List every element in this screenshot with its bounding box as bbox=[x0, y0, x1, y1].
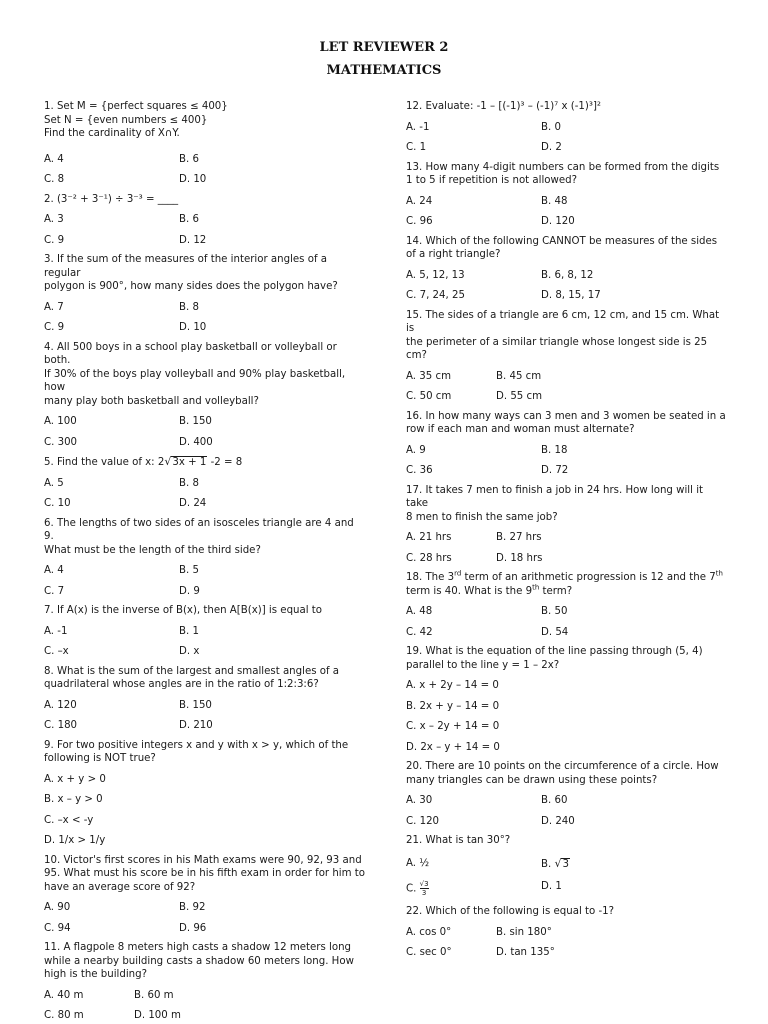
option-d[interactable]: D. 2x – y + 14 = 0 bbox=[406, 741, 500, 753]
option-b[interactable]: B. 8 bbox=[179, 477, 199, 489]
option-c[interactable]: C. 8 bbox=[44, 174, 65, 185]
option-c[interactable]: C. $\frac{√3}{3}$ bbox=[406, 880, 429, 897]
left-column bbox=[44, 100, 366, 1023]
option-a[interactable]: A. cos 0° bbox=[406, 926, 452, 938]
option-b[interactable]: B. √3 bbox=[541, 856, 569, 870]
option-a[interactable]: A. 5 bbox=[44, 477, 64, 489]
question-text: 10. Victor's first scores in his Math exams were 90, 92, 93 and 95. What must his score be in his fifth exam in order for him to have an average score of 92? bbox=[44, 854, 366, 893]
question-text: 2. (3⁻² + 3⁻¹) ÷ 3⁻³ = ____ bbox=[44, 193, 179, 205]
option-a[interactable]: A. 5, 12, 13 bbox=[406, 269, 465, 281]
option-c[interactable]: C. 7, 24, 25 bbox=[406, 290, 465, 301]
option-a[interactable]: A. -1 bbox=[44, 625, 68, 637]
question-text: 8. What is the sum of the largest and smallest angles of a quadrilateral whose angles are in the ratio of 1:2:3:6? bbox=[44, 665, 340, 690]
option-d[interactable]: D. 10 bbox=[179, 322, 207, 333]
question-2 bbox=[44, 193, 366, 248]
option-a[interactable]: A. 90 bbox=[44, 902, 71, 913]
question-text: 16. In how many ways can 3 men and 3 women be seated in a row if each man and woman must alternate? bbox=[406, 410, 726, 435]
question-18 bbox=[406, 571, 728, 639]
option-b[interactable]: B. 60 m bbox=[134, 989, 174, 1001]
fraction: $\frac{√3}{3}$ bbox=[419, 880, 429, 897]
option-b[interactable]: B. 18 bbox=[541, 444, 568, 456]
option-d[interactable]: D. 9 bbox=[179, 585, 200, 597]
option-a[interactable]: A. 21 hrs bbox=[406, 532, 452, 543]
option-b[interactable]: B. 6 bbox=[179, 214, 199, 225]
option-b[interactable]: B. 27 hrs bbox=[496, 532, 542, 543]
option-b[interactable]: B. 2x + y – 14 = 0 bbox=[406, 700, 500, 712]
option-a[interactable]: A. 4 bbox=[44, 153, 64, 165]
option-d[interactable]: D. x bbox=[179, 646, 200, 657]
question-text: 3. If the sum of the measures of the interior angles of a regular polygon is 900°, how many sides does the polygon have? bbox=[44, 254, 338, 292]
question-22 bbox=[406, 905, 728, 960]
question-16 bbox=[406, 410, 728, 478]
option-b[interactable]: B. 8 bbox=[179, 301, 199, 313]
option-b[interactable]: B. 45 cm bbox=[496, 370, 542, 382]
question-text: 15. The sides of a triangle are 6 cm, 12 cm, and 15 cm. What is the perimeter of a similar triangle whose longest side is 25 cm? bbox=[406, 309, 720, 361]
option-a[interactable]: A. 7 bbox=[44, 301, 64, 313]
question-20 bbox=[406, 760, 728, 828]
option-a[interactable]: A. 35 cm bbox=[406, 370, 451, 382]
option-d[interactable]: D. 72 bbox=[541, 465, 569, 476]
option-d[interactable]: D. 210 bbox=[179, 720, 213, 731]
question-text: 18. The 3rd term of an arithmetic progression is 12 and the 7th term is 40. What is the 9th term? bbox=[406, 569, 723, 597]
option-d[interactable]: D. 400 bbox=[179, 436, 213, 448]
question-text: 12. Evaluate: -1 – [(-1)³ – (-1)⁷ x (-1)³]² bbox=[406, 101, 602, 112]
option-d[interactable]: D. 8, 15, 17 bbox=[541, 290, 601, 301]
option-a[interactable]: A. 4 bbox=[44, 565, 64, 576]
option-b[interactable]: B. 1 bbox=[179, 625, 199, 637]
option-b[interactable]: B. 6 bbox=[179, 153, 199, 165]
question-10 bbox=[44, 854, 366, 936]
option-c[interactable]: C. 7 bbox=[44, 585, 65, 597]
question-15 bbox=[406, 309, 728, 404]
option-b[interactable]: B. 50 bbox=[541, 606, 568, 617]
option-c[interactable]: C. 94 bbox=[44, 922, 71, 934]
square-root: √3 bbox=[554, 856, 569, 870]
option-d[interactable]: D. 24 bbox=[179, 498, 207, 509]
option-a[interactable]: A. 100 bbox=[44, 416, 77, 427]
option-a[interactable]: A. 120 bbox=[44, 699, 77, 711]
option-c[interactable]: C. sec 0° bbox=[406, 947, 452, 958]
right-column bbox=[406, 100, 728, 960]
option-b[interactable]: B. 6, 8, 12 bbox=[541, 269, 594, 281]
square-root: √3x + 1 bbox=[164, 455, 207, 468]
option-d[interactable]: D. 1 bbox=[541, 881, 562, 892]
option-c[interactable]: C. –x < -y bbox=[44, 814, 94, 826]
option-d[interactable]: D. 55 cm bbox=[496, 391, 543, 402]
option-a[interactable]: A. 40 m bbox=[44, 989, 84, 1001]
question-7 bbox=[44, 604, 366, 659]
option-a[interactable]: A. x + 2y – 14 = 0 bbox=[406, 680, 499, 691]
question-6 bbox=[44, 517, 366, 599]
option-d[interactable]: D. 1/x > 1/y bbox=[44, 835, 106, 846]
option-d[interactable]: D. 18 hrs bbox=[496, 552, 543, 564]
option-c[interactable]: C. x – 2y + 14 = 0 bbox=[406, 721, 500, 732]
option-d[interactable]: D. 2 bbox=[541, 142, 562, 153]
question-text: 17. It takes 7 men to finish a job in 24 hrs. How long will it take 8 men to finish the same job? bbox=[406, 484, 704, 523]
question-19 bbox=[406, 645, 728, 754]
question-4 bbox=[44, 341, 366, 450]
question-text: 20. There are 10 points on the circumference of a circle. How many triangles can be drawn using these points? bbox=[406, 761, 719, 786]
question-17 bbox=[406, 484, 728, 566]
question-text: 19. What is the equation of the line passing through (5, 4) parallel to the line y = 1 – 2x? bbox=[406, 646, 703, 671]
question-21 bbox=[406, 834, 728, 897]
option-c[interactable]: C. 300 bbox=[44, 436, 78, 448]
question-1 bbox=[44, 100, 366, 187]
question-text: 11. A flagpole 8 meters high casts a shadow 12 meters long while a nearby building casts a shadow 60 meters long. How high is the building? bbox=[44, 942, 354, 980]
option-c[interactable]: C. –x bbox=[44, 646, 69, 657]
option-d[interactable]: D. 100 m bbox=[134, 1010, 181, 1021]
option-c[interactable]: C. 1 bbox=[406, 142, 427, 153]
question-14 bbox=[406, 235, 728, 303]
option-c[interactable]: C. 42 bbox=[406, 626, 433, 638]
option-d[interactable]: D. 120 bbox=[541, 216, 575, 227]
option-d[interactable]: D. 12 bbox=[179, 234, 207, 246]
option-c[interactable]: C. 36 bbox=[406, 465, 433, 476]
document-title: LET REVIEWER 2 bbox=[319, 40, 449, 55]
option-c[interactable]: C. 80 m bbox=[44, 1010, 84, 1021]
question-text: 21. What is tan 30°? bbox=[406, 835, 511, 846]
question-text: 1. Set M = {perfect squares ≤ 400} Set N = {even numbers ≤ 400} Find the cardinality of X∩Y. bbox=[44, 101, 228, 139]
option-d[interactable]: D. 240 bbox=[541, 815, 575, 827]
option-b[interactable]: B. 92 bbox=[179, 902, 206, 913]
option-b[interactable]: B. sin 180° bbox=[496, 926, 552, 938]
question-text: 7. If A(x) is the inverse of B(x), then A[B(x)] is equal to bbox=[44, 605, 323, 616]
question-9 bbox=[44, 739, 366, 848]
question-text: 22. Which of the following is equal to -1? bbox=[406, 906, 615, 917]
option-c[interactable]: C. 96 bbox=[406, 216, 433, 227]
option-d[interactable]: D. 96 bbox=[179, 922, 207, 934]
document-subtitle: MATHEMATICS bbox=[326, 63, 442, 78]
question-text: 4. All 500 boys in a school play basketball or volleyball or both. If 30% of the boys play volleyball and 90% play basketball, how many play both basketball and volleyball? bbox=[44, 341, 346, 407]
question-12 bbox=[406, 100, 728, 155]
option-d[interactable]: D. 10 bbox=[179, 174, 207, 185]
option-c[interactable]: C. 120 bbox=[406, 815, 440, 827]
option-d[interactable]: D. 54 bbox=[541, 626, 569, 638]
question-5 bbox=[44, 455, 366, 511]
option-c[interactable]: C. 10 bbox=[44, 498, 71, 509]
question-11 bbox=[44, 941, 366, 1023]
question-3 bbox=[44, 253, 366, 335]
option-b[interactable]: B. 60 bbox=[541, 795, 568, 806]
question-text: 13. How many 4-digit numbers can be formed from the digits 1 to 5 if repetition is not allowed? bbox=[406, 161, 720, 186]
option-b[interactable]: B. 5 bbox=[179, 565, 199, 576]
option-c[interactable]: C. 9 bbox=[44, 322, 65, 333]
option-a[interactable]: A. -1 bbox=[406, 121, 430, 133]
option-b[interactable]: B. 150 bbox=[179, 416, 212, 427]
option-a[interactable]: A. ½ bbox=[406, 857, 430, 869]
option-b[interactable]: B. x – y > 0 bbox=[44, 794, 103, 805]
option-a[interactable]: A. 48 bbox=[406, 606, 433, 617]
question-8 bbox=[44, 665, 366, 733]
option-a[interactable]: A. 9 bbox=[406, 444, 426, 456]
question-text: 14. Which of the following CANNOT be measures of the sides of a right triangle? bbox=[406, 235, 718, 260]
option-a[interactable]: A. 30 bbox=[406, 795, 433, 806]
option-d[interactable]: D. tan 135° bbox=[496, 947, 555, 958]
question-13 bbox=[406, 161, 728, 229]
option-a[interactable]: A. 24 bbox=[406, 195, 433, 207]
question-text: 5. Find the value of x: 2√3x + 1 -2 = 8 bbox=[44, 455, 243, 468]
option-c[interactable]: C. 28 hrs bbox=[406, 552, 452, 564]
option-c[interactable]: C. 180 bbox=[44, 720, 78, 731]
option-a[interactable]: A. 3 bbox=[44, 214, 64, 225]
option-c[interactable]: C. 9 bbox=[44, 234, 65, 246]
question-text: 9. For two positive integers x and y with x > y, which of the following is NOT true? bbox=[44, 739, 349, 764]
option-a[interactable]: A. x + y > 0 bbox=[44, 773, 106, 785]
option-c[interactable]: C. 50 cm bbox=[406, 391, 452, 402]
option-b[interactable]: B. 0 bbox=[541, 121, 561, 133]
question-text: 6. The lengths of two sides of an isosceles triangle are 4 and 9. What must be the length of the third side? bbox=[44, 517, 354, 556]
option-b[interactable]: B. 48 bbox=[541, 195, 568, 207]
option-b[interactable]: B. 150 bbox=[179, 699, 212, 711]
